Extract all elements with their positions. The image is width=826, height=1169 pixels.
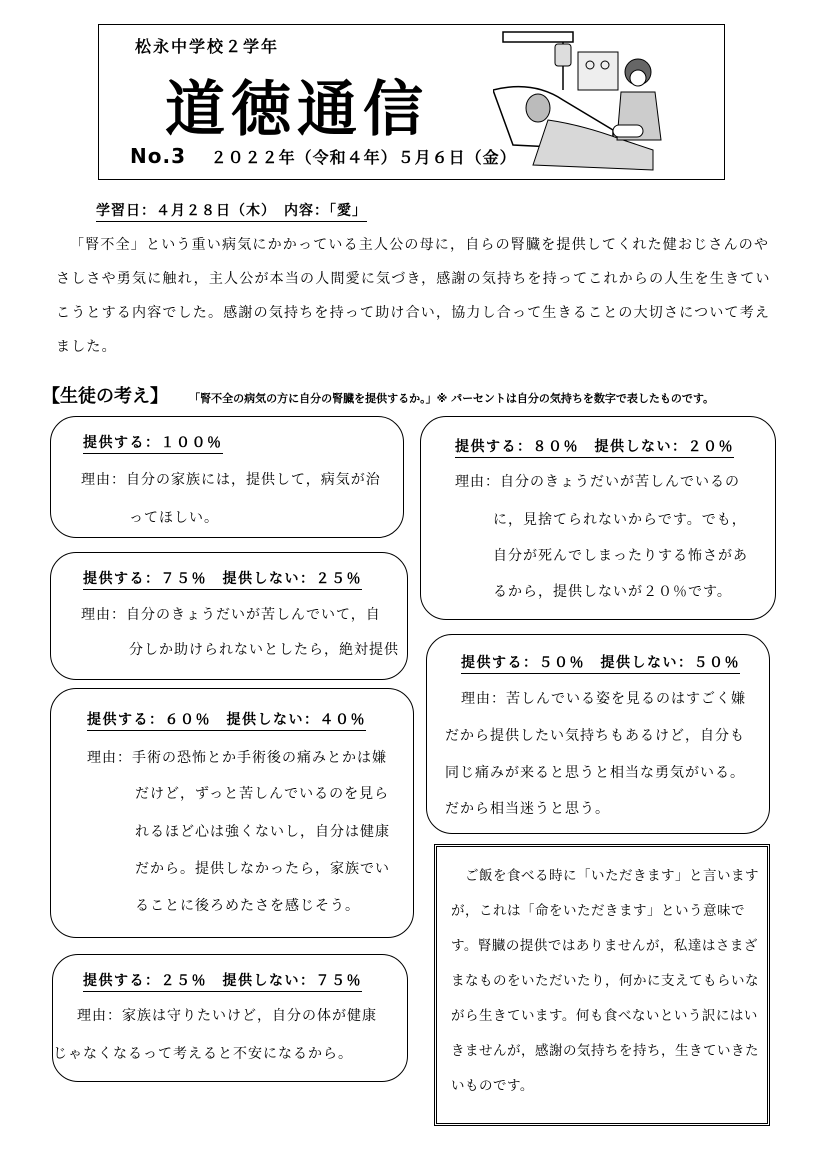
opinion-line: だから提供したい気持ちもあるけど，自分も <box>445 728 745 744</box>
teacher-note-text: ご飯を食べる時に「いただきます」と言いますが，これは「命をいただきます」という意味です。腎臓の提供ではありませんが，私達はさまざまなものをいただいたり，何かに支えてもらいながら生きています。何も食べないという訳にはいきませんが，感謝の気持ちを持ち，生きていきたいものです。 <box>451 868 759 1094</box>
opinion-card <box>420 416 776 620</box>
teacher-note-box <box>434 844 770 1126</box>
opinion-title: 提供する：８０％ 提供しない：２０％ <box>455 436 734 458</box>
opinion-line: 理由：家族は守りたいけど，自分の体が健康 <box>77 1008 377 1024</box>
opinion-line: じゃなくなるって考えると不安になるから。 <box>53 1046 353 1062</box>
opinion-line: ることに後ろめたさを感じそう。 <box>135 898 360 914</box>
opinion-card <box>52 954 408 1082</box>
opinion-line: 理由：自分のきょうだいが苦しんでいるの <box>455 474 740 490</box>
opinion-line: だけど，ずっと苦しんでいるのを見ら <box>135 786 390 802</box>
opinion-line: れるほど心は強くないし，自分は健康 <box>135 824 390 840</box>
issue-number: No.3 <box>130 144 186 168</box>
opinion-line: 理由：自分のきょうだいが苦しんでいて，自 <box>81 607 381 623</box>
opinion-title: 提供する：７５％ 提供しない：２５％ <box>83 568 362 590</box>
opinion-card <box>50 416 404 538</box>
opinion-line: 理由：自分の家族には，提供して，病気が治 <box>81 472 381 488</box>
opinion-line: に，見捨てられないからです。でも， <box>493 512 747 528</box>
opinion-line: 同じ痛みが来ると思うと相当な勇気がいる。 <box>445 765 745 781</box>
section-note: 「腎不全の病気の方に自分の腎臓を提供するか。」※ パーセントは自分の気持ちを数字で表したものです。 <box>189 392 715 405</box>
opinion-title: 提供する：２５％ 提供しない：７５％ <box>83 970 362 992</box>
opinion-line: だから。提供しなかったら，家族でい <box>135 861 390 877</box>
opinion-line: 理由：手術の恐怖とか手術後の痛みとかは嫌 <box>87 750 387 766</box>
opinion-card <box>50 688 414 938</box>
opinion-line: っ​てほしい。 <box>129 510 219 526</box>
study-date-topic: 学習日：４月２８日（木） 内容：「愛」 <box>96 200 367 222</box>
lesson-summary: 「腎不全」という重い病気にかかっている主人公の母に，自らの腎臓を提供してくれた健おじさんのやさしさや勇気に触れ，主人公が本当の人間愛に気づき，感謝の気持ちを持ってこれからの人生を生きていこうとする内容でした。感謝の気持ちを持って助け合い，協力し合って生きることの大切さについて考えました。 <box>56 237 771 355</box>
student-opinions-header <box>42 382 714 408</box>
newsletter-title: 道徳通信 <box>165 75 429 145</box>
hospital-illustration <box>493 30 673 175</box>
opinion-line: 自分が死んでしまったりする怖さがあ <box>493 548 748 564</box>
opinion-card <box>50 552 408 680</box>
opinion-card <box>426 634 770 834</box>
issue-line <box>130 144 517 168</box>
school-grade: 松永中学校２学年 <box>135 37 280 56</box>
opinion-title: 提供する：５０％ 提供しない：５０％ <box>461 652 740 674</box>
opinion-title: 提供する：６０％ 提供しない：４０％ <box>87 709 366 731</box>
opinion-title: 提供する：１００％ <box>83 432 223 454</box>
section-heading: 【生徒の考え】 <box>42 386 168 407</box>
opinion-line: だから相当迷うと思う。 <box>445 801 610 817</box>
opinion-line: るから，提供しないが２０％です。 <box>493 584 732 600</box>
opinion-line: 分しか助けられないとしたら，絶対提供 <box>129 642 399 658</box>
issue-date: ２０２２年（令和４年）５月６日（金） <box>210 148 517 167</box>
opinion-line: 理由：苦しんでいる姿を見るのはすごく嫌 <box>461 691 746 707</box>
